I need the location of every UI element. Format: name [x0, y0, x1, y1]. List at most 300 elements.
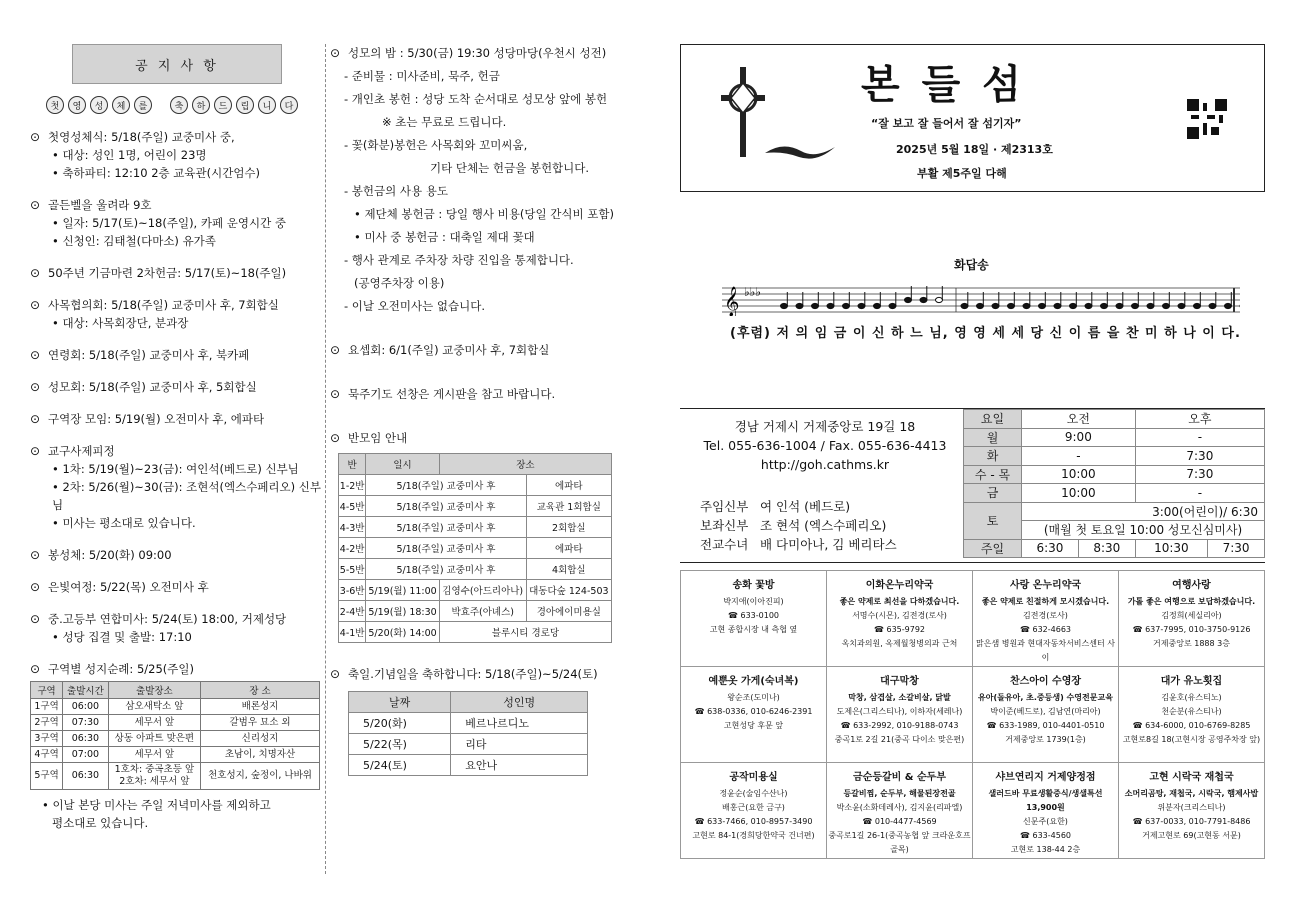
table-cell: 상동 아파트 맞은편	[108, 731, 200, 747]
shop-line: 위분자(크리스티나)	[1157, 803, 1226, 812]
pilgrim-header: 장 소	[201, 682, 320, 699]
shop-line: 박소윤(소화데레사), 김지윤(리파엘)	[836, 803, 963, 812]
ban-header: 일시	[366, 454, 440, 475]
mass-time: -	[1022, 447, 1136, 466]
table-cell: 3구역	[31, 731, 63, 747]
shop-line: 중곡로1길 26-1(중곡농협 앞 크라운호프 골목)	[828, 831, 971, 854]
mass-time: 8:30	[1078, 539, 1135, 558]
shop-name: 공작미용실	[729, 772, 778, 783]
notice-list	[30, 128, 325, 678]
mass-head: 오전	[1022, 410, 1136, 429]
shop-line: 김정희(세실리아)	[1161, 611, 1222, 620]
circle-char: 니	[258, 96, 276, 114]
clergy-name: 배 다미아나, 김 베리타스	[760, 537, 897, 552]
music-note	[1147, 303, 1154, 308]
music-note	[1116, 303, 1123, 308]
table-cell: 리타	[451, 734, 588, 755]
notice-footer	[30, 796, 325, 832]
mass-head: 요일	[964, 410, 1022, 429]
notice-item	[30, 264, 325, 282]
event-detail: - 준비물 : 미사준비, 묵주, 헌금	[344, 69, 500, 83]
mass-schedule-table	[963, 409, 1265, 558]
table-cell: 삼오새탁소 앞	[108, 699, 200, 715]
shop-line: 배홍근(요한 금구)	[722, 803, 785, 812]
bulletin-front	[680, 44, 1265, 874]
table-cell: 1-2반	[339, 475, 366, 496]
mass-sat-note: (매월 첫 토요일 10:00 성모신심미사)	[1022, 521, 1265, 540]
mass-day: 토	[964, 502, 1022, 539]
notice-detail: • 미사는 평소대로 있습니다.	[52, 516, 196, 530]
music-note	[1008, 303, 1015, 308]
mass-day: 금	[964, 484, 1022, 503]
shop-name: 여행사랑	[1172, 580, 1211, 591]
table-cell: 3-6반	[339, 580, 366, 601]
music-note	[1085, 303, 1092, 308]
notice-heading: ⊙ 50주년 기금마련 2차헌금: 5/17(토)~18(주일)	[30, 264, 325, 282]
music-note	[905, 297, 912, 302]
table-cell: 교육관 1회합실	[526, 496, 611, 517]
music-note	[1101, 303, 1108, 308]
shop-desc: 막창, 삼겹살, 소갈비살, 닭발	[848, 693, 951, 702]
motto: “잘 보고 잘 들어서 잘 섬기자”	[871, 117, 1022, 130]
clergy-list	[700, 497, 897, 554]
shop-card	[827, 571, 973, 667]
table-cell: 5/18(주일) 교중미사 후	[366, 559, 526, 580]
notice-detail: • 신청인: 김태철(다마소) 유가족	[52, 234, 216, 248]
table-cell: 배론성지	[201, 699, 320, 715]
notice-item	[30, 410, 325, 428]
shop-line: ☎ 634-6000, 010-6769-8285	[1132, 721, 1251, 730]
music-note	[858, 303, 865, 308]
table-cell: 4-3반	[339, 517, 366, 538]
shop-line: 거제고현로 69(고현동 서문)	[1142, 831, 1241, 840]
table-row	[339, 496, 612, 517]
masthead	[680, 44, 1265, 192]
shop-line: ☎ 633-1989, 010-4401-0510	[986, 721, 1105, 730]
event-detail: - 이날 오전미사는 없습니다.	[344, 299, 485, 313]
circle-char: 성	[90, 96, 108, 114]
shop-card	[681, 667, 827, 763]
shop-line: 박이준(베드로), 김남연(마리아)	[990, 707, 1101, 716]
pilgrimage-table	[30, 681, 320, 790]
table-cell: 경아에이미용실	[526, 601, 611, 622]
event-item	[330, 341, 625, 359]
table-cell: 초남이, 치명자산	[201, 747, 320, 763]
table-cell: 4-2반	[339, 538, 366, 559]
music-note	[889, 303, 896, 308]
mass-time: 10:30	[1135, 539, 1207, 558]
shop-desc: 좋은 약제로 친절하게 모시겠습니다.	[981, 597, 1110, 606]
table-cell: 06:30	[63, 763, 109, 790]
fish-wave-icon	[765, 141, 835, 165]
table-cell: 07:30	[63, 715, 109, 731]
event-item	[330, 44, 625, 315]
mass-day: 월	[964, 428, 1022, 447]
shop-desc: 유아(돌유아, 초.중등생) 수영전문교육	[978, 693, 1113, 702]
shop-line: ☎ 010-4477-4569	[862, 817, 937, 826]
clergy-role: 보좌신부	[700, 518, 749, 533]
table-cell: 5/18(주일) 교중미사 후	[366, 517, 526, 538]
table-cell: 5/18(주일) 교중미사 후	[366, 475, 526, 496]
table-cell: 갈범우 묘소 외	[201, 715, 320, 731]
table-cell: 5/20(화) 14:00	[366, 622, 440, 643]
notice-heading: ⊙ 교구사제피정	[30, 442, 325, 460]
shop-line: ☎ 638-0336, 010-6246-2391	[694, 707, 813, 716]
table-row	[339, 475, 612, 496]
notice-heading: ⊙ 연령회: 5/18(주일) 교중미사 후, 북카페	[30, 346, 325, 364]
psalm-lyrics: (후렴) 저 의 임 금 이 신 하 느 님, 영 영 세 세 당 신 이 름 을 찬 미 하 나 이 다.	[730, 326, 1241, 341]
event-detail: • 제단체 봉헌금 : 당일 행사 비용(당일 간식비 포함)	[354, 207, 614, 221]
saint-table	[348, 691, 588, 776]
table-row	[31, 731, 320, 747]
address: 경남 거제시 거제중앙로 19길 18	[734, 419, 916, 434]
saint-section	[330, 665, 625, 683]
table-cell: 5/19(월) 11:00	[366, 580, 440, 601]
table-cell: 5구역	[31, 763, 63, 790]
events-list	[330, 44, 625, 447]
table-row	[31, 747, 320, 763]
shop-desc: 좋은 약제로 최선을 다하겠습니다.	[839, 597, 960, 606]
notice-heading: ⊙ 성모회: 5/18(주일) 교중미사 후, 5회합실	[30, 378, 325, 396]
table-row	[964, 484, 1265, 503]
shop-line: 고현로 84-1(경희당한약국 건너편)	[692, 831, 815, 840]
liturgical-sunday: 부활 제5주일 다해	[917, 167, 1007, 180]
table-cell: 5/18(주일) 교중미사 후	[366, 538, 526, 559]
shop-card	[1119, 571, 1265, 667]
notice-heading: ⊙ 첫영성체식: 5/18(주일) 교중미사 중,	[30, 128, 325, 146]
table-row	[339, 517, 612, 538]
phone-fax: Tel. 055-636-1004 / Fax. 055-636-4413	[703, 438, 947, 453]
event-detail: - 행사 관계로 주차장 차량 진입을 통제합니다.	[344, 253, 574, 267]
shop-line: 김전경(로사)	[1023, 611, 1068, 620]
table-cell: 김영수(아드리아나)	[439, 580, 526, 601]
shop-row	[681, 763, 1265, 859]
music-note	[1163, 303, 1170, 308]
event-heading: ⊙ 요셉회: 6/1(주일) 교중미사 후, 7회합실	[330, 341, 625, 359]
table-cell: 세무서 앞	[108, 747, 200, 763]
mass-head: 오후	[1135, 410, 1264, 429]
table-cell: 1구역	[31, 699, 63, 715]
celebration-circles	[46, 96, 325, 114]
table-row	[349, 713, 588, 734]
notice-item	[30, 660, 325, 678]
music-note	[1054, 303, 1061, 308]
notice-column	[30, 44, 325, 874]
event-detail: - 꽃(화분)봉헌은 사목회와 꼬미씨움,	[344, 138, 528, 152]
mass-time: 9:00	[1022, 428, 1136, 447]
music-note	[1194, 303, 1201, 308]
clergy-role: 주임신부	[700, 499, 749, 514]
footer-line: 평소대로 있습니다.	[52, 816, 149, 830]
notice-item	[30, 578, 325, 596]
notice-detail: • 성당 집결 및 출발: 17:10	[52, 630, 192, 644]
notice-detail: • 1차: 5/19(월)~23(금): 여인석(베드로) 신부님	[52, 462, 299, 476]
table-cell: 1호차: 중곡초등 앞 2호차: 세무서 앞	[108, 763, 200, 790]
event-item	[330, 429, 625, 447]
notice-heading: ⊙ 구역장 모임: 5/19(월) 오전미사 후, 에파타	[30, 410, 325, 428]
table-cell: 5/24(토)	[349, 755, 451, 776]
event-detail: 기타 단체는 헌금을 봉헌합니다.	[430, 161, 590, 175]
table-cell: 요안나	[451, 755, 588, 776]
music-note	[796, 303, 803, 308]
table-row	[964, 465, 1265, 484]
shop-card	[1119, 667, 1265, 763]
table-row	[349, 734, 588, 755]
event-detail: • 미사 중 봉헌금 : 대축일 제대 꽃대	[354, 230, 535, 244]
mass-day: 주일	[964, 539, 1022, 558]
table-row	[31, 763, 320, 790]
event-heading: ⊙ 성모의 밤 : 5/30(금) 19:30 성당마당(우천시 성전)	[330, 44, 625, 62]
shop-line: 왕순조(도미나)	[727, 693, 780, 702]
event-detail: ※ 초는 무료로 드립니다.	[382, 115, 507, 129]
mass-time: 7:30	[1208, 539, 1265, 558]
ban-header: 반	[339, 454, 366, 475]
table-cell: 대동다숲 124-503	[526, 580, 611, 601]
music-note	[977, 303, 984, 308]
shop-name: 사랑 온누리약국	[1009, 580, 1082, 591]
table-cell: 2구역	[31, 715, 63, 731]
notice-item	[30, 346, 325, 364]
circle-char: 축	[170, 96, 188, 114]
mass-time: 10:00	[1022, 465, 1136, 484]
mass-time: -	[1135, 484, 1264, 503]
music-note	[827, 303, 834, 308]
shop-card	[681, 571, 827, 667]
svg-text:𝄞: 𝄞	[724, 287, 740, 316]
table-row	[339, 580, 612, 601]
table-cell: 세무서 앞	[108, 715, 200, 731]
table-cell: 5/22(목)	[349, 734, 451, 755]
shop-row	[681, 667, 1265, 763]
mass-day: 수 - 목	[964, 465, 1022, 484]
music-note	[961, 303, 968, 308]
clergy-name: 조 현석 (엑스수페리오)	[760, 518, 887, 533]
notice-detail: • 대상: 성인 1명, 어린이 23명	[52, 148, 207, 162]
clergy-row	[700, 516, 897, 535]
shop-line: 고현로8길 18(고현시장 공영주차장 앞)	[1122, 735, 1261, 744]
mass-time: -	[1135, 428, 1264, 447]
table-cell: 5-5반	[339, 559, 366, 580]
shop-line: ☎ 637-7995, 010-3750-9126	[1132, 625, 1251, 634]
shop-line: 도제은(그리스티나), 이하자(세레나)	[836, 707, 963, 716]
circle-char: 영	[68, 96, 86, 114]
event-detail: - 봉헌금의 사용 용도	[344, 184, 448, 198]
music-note	[843, 303, 850, 308]
shop-line: ☎ 633-7466, 010-8957-3490	[694, 817, 813, 826]
clergy-row	[700, 535, 897, 554]
music-note	[1039, 303, 1046, 308]
saint-header: 성인명	[451, 692, 588, 713]
ban-meeting-table	[338, 453, 612, 643]
shop-name: 금순등갈비 & 순두부	[853, 772, 946, 783]
music-note	[781, 303, 788, 308]
notice-heading: ⊙ 중.고등부 연합미사: 5/24(토) 18:00, 거제성당	[30, 610, 325, 628]
shop-name: 대구막창	[880, 676, 919, 687]
shop-desc: 소머리곰탕, 재첩국, 시락국, 햄제사밥	[1124, 789, 1259, 798]
music-note	[1225, 303, 1232, 308]
shop-line: 거제중앙로 1739(1층)	[1005, 735, 1086, 744]
music-note	[992, 303, 999, 308]
clergy-row	[700, 497, 897, 516]
notice-detail: • 축하파티: 12:10 2층 교육관(시간엄수)	[52, 166, 261, 180]
shop-line: 김윤호(유스티노)	[1161, 693, 1222, 702]
table-row	[339, 559, 612, 580]
notice-heading: ⊙ 구역별 성지순례: 5/25(주일)	[30, 660, 325, 678]
music-staff	[722, 284, 1240, 316]
shop-line: 신문주(요한)	[1023, 817, 1068, 826]
shop-name: 이화온누리약국	[865, 580, 934, 591]
saint-header: 날짜	[349, 692, 451, 713]
ban-header: 장소	[439, 454, 611, 475]
music-note	[1209, 303, 1216, 308]
mass-time: 7:30	[1135, 465, 1264, 484]
table-cell: 4회합실	[526, 559, 611, 580]
shop-line: 고현 종합시장 내 측협 옆	[709, 625, 798, 634]
shop-name: 고현 시락국 재첩국	[1149, 772, 1234, 783]
pilgrim-header: 구역	[31, 682, 63, 699]
parish-contact	[690, 417, 960, 474]
notice-heading: ⊙ 사목협의회: 5/18(주일) 교중미사 후, 7회합실	[30, 296, 325, 314]
table-cell: 06:30	[63, 731, 109, 747]
shop-line: 박지애(이아진피)	[723, 597, 784, 606]
circle-char: 다	[280, 96, 298, 114]
circle-char: 첫	[46, 96, 64, 114]
table-cell: 2회합실	[526, 517, 611, 538]
paper-title: 본들섬	[861, 62, 1043, 108]
shop-card	[827, 763, 973, 859]
shop-name: 샤브연리지 거제양정점	[995, 772, 1096, 783]
saint-heading: ⊙ 축일.기념일을 축하합니다: 5/18(주일)~5/24(토)	[330, 665, 625, 683]
clergy-name: 여 인석 (베드로)	[760, 499, 851, 514]
music-note	[936, 297, 943, 302]
table-row	[964, 447, 1265, 466]
shop-line: 서명수(시몬), 김전경(로사)	[852, 611, 947, 620]
notice-item	[30, 196, 325, 250]
music-note	[1023, 303, 1030, 308]
notice-detail: • 일자: 5/17(토)~18(주일), 카페 운영시간 중	[52, 216, 286, 230]
table-cell: 06:00	[63, 699, 109, 715]
shop-line: 옥치과의원, 옥제월청병의과 근처	[841, 639, 958, 648]
table-row	[339, 538, 612, 559]
music-note	[812, 303, 819, 308]
table-cell: 천호성지, 숲정이, 나바위	[201, 763, 320, 790]
shop-card	[973, 667, 1119, 763]
mass-day: 화	[964, 447, 1022, 466]
circle-char: 를	[134, 96, 152, 114]
music-note	[920, 297, 927, 302]
music-note	[1132, 303, 1139, 308]
shop-line: 정윤순(술임수산나)	[719, 789, 788, 798]
table-cell: 블루시티 경로당	[439, 622, 611, 643]
cross-logo-icon	[721, 67, 765, 157]
table-cell: 5/19(월) 18:30	[366, 601, 440, 622]
music-note	[1070, 303, 1077, 308]
shop-desc: 샐러드바 무료생활중식/생샐특선 13,900원	[988, 789, 1103, 812]
mass-time: 6:30	[1022, 539, 1079, 558]
notice-item	[30, 610, 325, 646]
notice-detail: • 대상: 사목회장단, 분과장	[52, 316, 189, 330]
svg-text:♭♭♭: ♭♭♭	[744, 285, 761, 299]
event-item	[330, 385, 625, 403]
notice-item	[30, 128, 325, 182]
events-column	[325, 44, 625, 874]
event-detail: (공영주차장 이용)	[354, 276, 445, 290]
music-note	[1178, 303, 1185, 308]
shop-line: ☎ 632-4663	[1019, 625, 1072, 634]
shop-card	[973, 571, 1119, 667]
circle-char: 체	[112, 96, 130, 114]
table-cell: 신리성지	[201, 731, 320, 747]
shop-name: 찬스아이 수영장	[1009, 676, 1082, 687]
shop-line: 고현성당 후문 앞	[723, 721, 784, 730]
shop-line: ☎ 633-4560	[1019, 831, 1072, 840]
circle-char: 드	[214, 96, 232, 114]
event-heading: ⊙ 묵주기도 선창은 게시판을 참고 바랍니다.	[330, 385, 625, 403]
table-cell: 4구역	[31, 747, 63, 763]
shop-line: 고현로 138-44 2층	[1010, 845, 1081, 854]
mass-time: 7:30	[1135, 447, 1264, 466]
table-row	[31, 715, 320, 731]
notice-heading: ⊙ 골든벨을 울려라 9호	[30, 196, 325, 214]
parish-info	[680, 408, 1265, 563]
table-row	[964, 428, 1265, 447]
shop-line: 중곡1로 2길 21(중곡 다이소 맞은편)	[834, 735, 965, 744]
table-cell: 박효주(아녜스)	[439, 601, 526, 622]
circle-char: 립	[236, 96, 254, 114]
shop-line: 맑은샘 병원과 현대자동차서비스센터 사이	[975, 639, 1115, 662]
shop-card	[1119, 763, 1265, 859]
shop-name: 예뿐옷 가게(숙녀복)	[708, 676, 799, 687]
table-cell: 베르나르디노	[451, 713, 588, 734]
table-cell: 5/18(주일) 교중미사 후	[366, 496, 526, 517]
pilgrim-header: 출발시간	[63, 682, 109, 699]
music-note	[874, 303, 881, 308]
shop-row	[681, 571, 1265, 667]
clergy-role: 전교수녀	[700, 537, 749, 552]
psalm-title: 화답송	[954, 258, 989, 272]
notice-item	[30, 442, 325, 532]
shop-name: 대가 유노횟집	[1160, 676, 1223, 687]
table-row	[339, 601, 612, 622]
shop-desc: 가톨 좋은 여행으로 보답하겠습니다.	[1127, 597, 1256, 606]
shop-card	[681, 763, 827, 859]
shop-line: 거제중앙로 1888 3층	[1153, 639, 1230, 648]
shop-desc: 등갈비찜, 순두부, 해물된장전골	[843, 789, 956, 798]
footer-line: • 이날 본당 미사는 주일 저녁미사를 제외하고	[42, 798, 271, 812]
table-cell: 에파타	[526, 538, 611, 559]
shop-card	[827, 667, 973, 763]
table-cell: 2-4반	[339, 601, 366, 622]
notice-detail: • 2차: 5/26(월)~30(금): 조현석(엑스수페리오) 신부님	[52, 480, 322, 512]
qr-code-icon	[1187, 99, 1227, 139]
shop-line: 천순분(유스티나)	[1161, 707, 1222, 716]
advertisers-grid	[680, 570, 1265, 859]
shop-line: ☎ 635-9792	[873, 625, 926, 634]
table-cell: 4-1반	[339, 622, 366, 643]
website-link[interactable]: http://goh.cathms.kr	[760, 457, 890, 472]
table-row	[349, 755, 588, 776]
table-cell: 4-5반	[339, 496, 366, 517]
notice-heading: ⊙ 은빛여정: 5/22(목) 오전미사 후	[30, 578, 325, 596]
pilgrim-header: 출발장소	[108, 682, 200, 699]
notice-item	[30, 378, 325, 396]
event-detail: - 개인초 봉헌 : 성당 도착 순서대로 성모상 앞에 봉헌	[344, 92, 608, 106]
notice-title: 공 지 사 항	[72, 44, 282, 84]
table-row	[339, 622, 612, 643]
shop-line: ☎ 633-2992, 010-9188-0743	[840, 721, 959, 730]
mass-time: 10:00	[1022, 484, 1136, 503]
issue-line: 2025년 5월 18일 · 제2313호	[896, 143, 1053, 156]
